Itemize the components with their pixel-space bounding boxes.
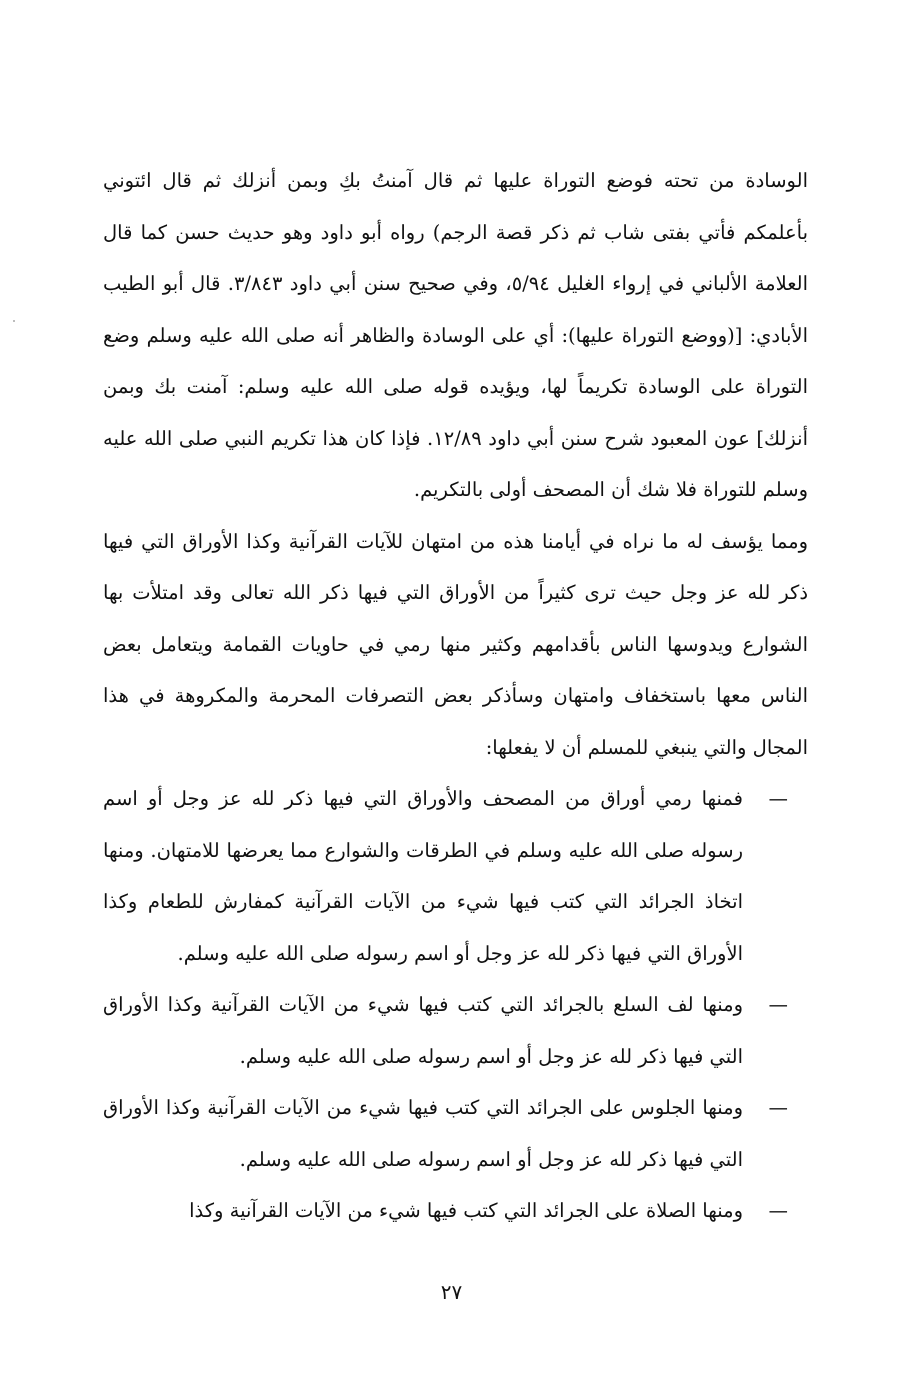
list-item [103, 1185, 808, 1237]
dash-bullet-icon: — [768, 1096, 788, 1119]
dash-bullet-icon: — [768, 787, 788, 810]
dash-bullet-icon: — [768, 1199, 788, 1222]
list-item-text: فمنها رمي أوراق من المصحف والأوراق التي فيها ذكر لله عز وجل أو اسم رسوله صلى الله عليه وسلم في الطرقات والشوارع مما يعرضها للامتهان. ومنها اتخاذ الجرائد التي كتب فيها شيء من الآيات القرآنية كمفارش للطعام وكذا الأوراق التي فيها ذكر لله عز وجل أو اسم رسوله صلى الله عليه وسلم. [103, 787, 743, 965]
list-item [103, 773, 808, 979]
bullet-list [103, 773, 808, 1237]
body-text [103, 155, 808, 1237]
paragraph-2: ومما يؤسف له ما نراه في أيامنا هذه من امتهان للآيات القرآنية وكذا الأوراق التي فيها ذكر لله عز وجل حيث ترى كثيراً من الأوراق التي فيها ذكر الله تعالى وقد امتلأت بها الشوارع ويدوسها الناس بأقدامهم وكثير منها رمي في حاويات القمامة ويتعامل بعض الناس معها باستخفاف وامتهان وسأذكر بعض التصرفات المحرمة والمكروهة في هذا المجال والتي ينبغي للمسلم أن لا يفعلها: [103, 529, 808, 759]
list-item-text: ومنها لف السلع بالجرائد التي كتب فيها شيء من الآيات القرآنية وكذا الأوراق التي فيها ذكر لله عز وجل أو اسم رسوله صلى الله عليه وسلم. [103, 993, 743, 1068]
dash-bullet-icon: — [768, 993, 788, 1016]
margin-speck [13, 320, 15, 322]
list-item [103, 1082, 808, 1185]
paragraph-1: الوسادة من تحته فوضع التوراة عليها ثم قال آمنتُ بكِ وبمن أنزلك ثم قال ائتوني بأعلمكم فأتي بفتى شاب ثم ذكر قصة الرجم) رواه أبو داود وهو حديث حسن كما قال العلامة الألباني في إرواء الغليل ٥/٩٤، وفي صحيح سنن أبي داود ٣/٨٤٣. قال أبو الطيب الأبادي: [(ووضع التوراة عليها): أي على الوسادة والظاهر أنه صلى الله عليه وسلم وضع التوراة على الوسادة تكريماً لها، ويؤيده قوله صلى الله عليه وسلم: آمنت بك وبمن أنزلك] عون المعبود شرح سنن أبي داود ١٢/٨٩. فإذا كان هذا تكريم النبي صلى الله عليه وسلم للتوراة فلا شك أن المصحف أولى بالتكريم. [103, 169, 809, 501]
list-item [103, 979, 808, 1082]
page-number: ٢٧ [440, 1280, 463, 1304]
list-item-text: ومنها الجلوس على الجرائد التي كتب فيها شيء من الآيات القرآنية وكذا الأوراق التي فيها ذكر لله عز وجل أو اسم رسوله صلى الله عليه وسلم. [103, 1096, 743, 1171]
list-item-text: ومنها الصلاة على الجرائد التي كتب فيها شيء من الآيات القرآنية وكذا [189, 1199, 743, 1222]
